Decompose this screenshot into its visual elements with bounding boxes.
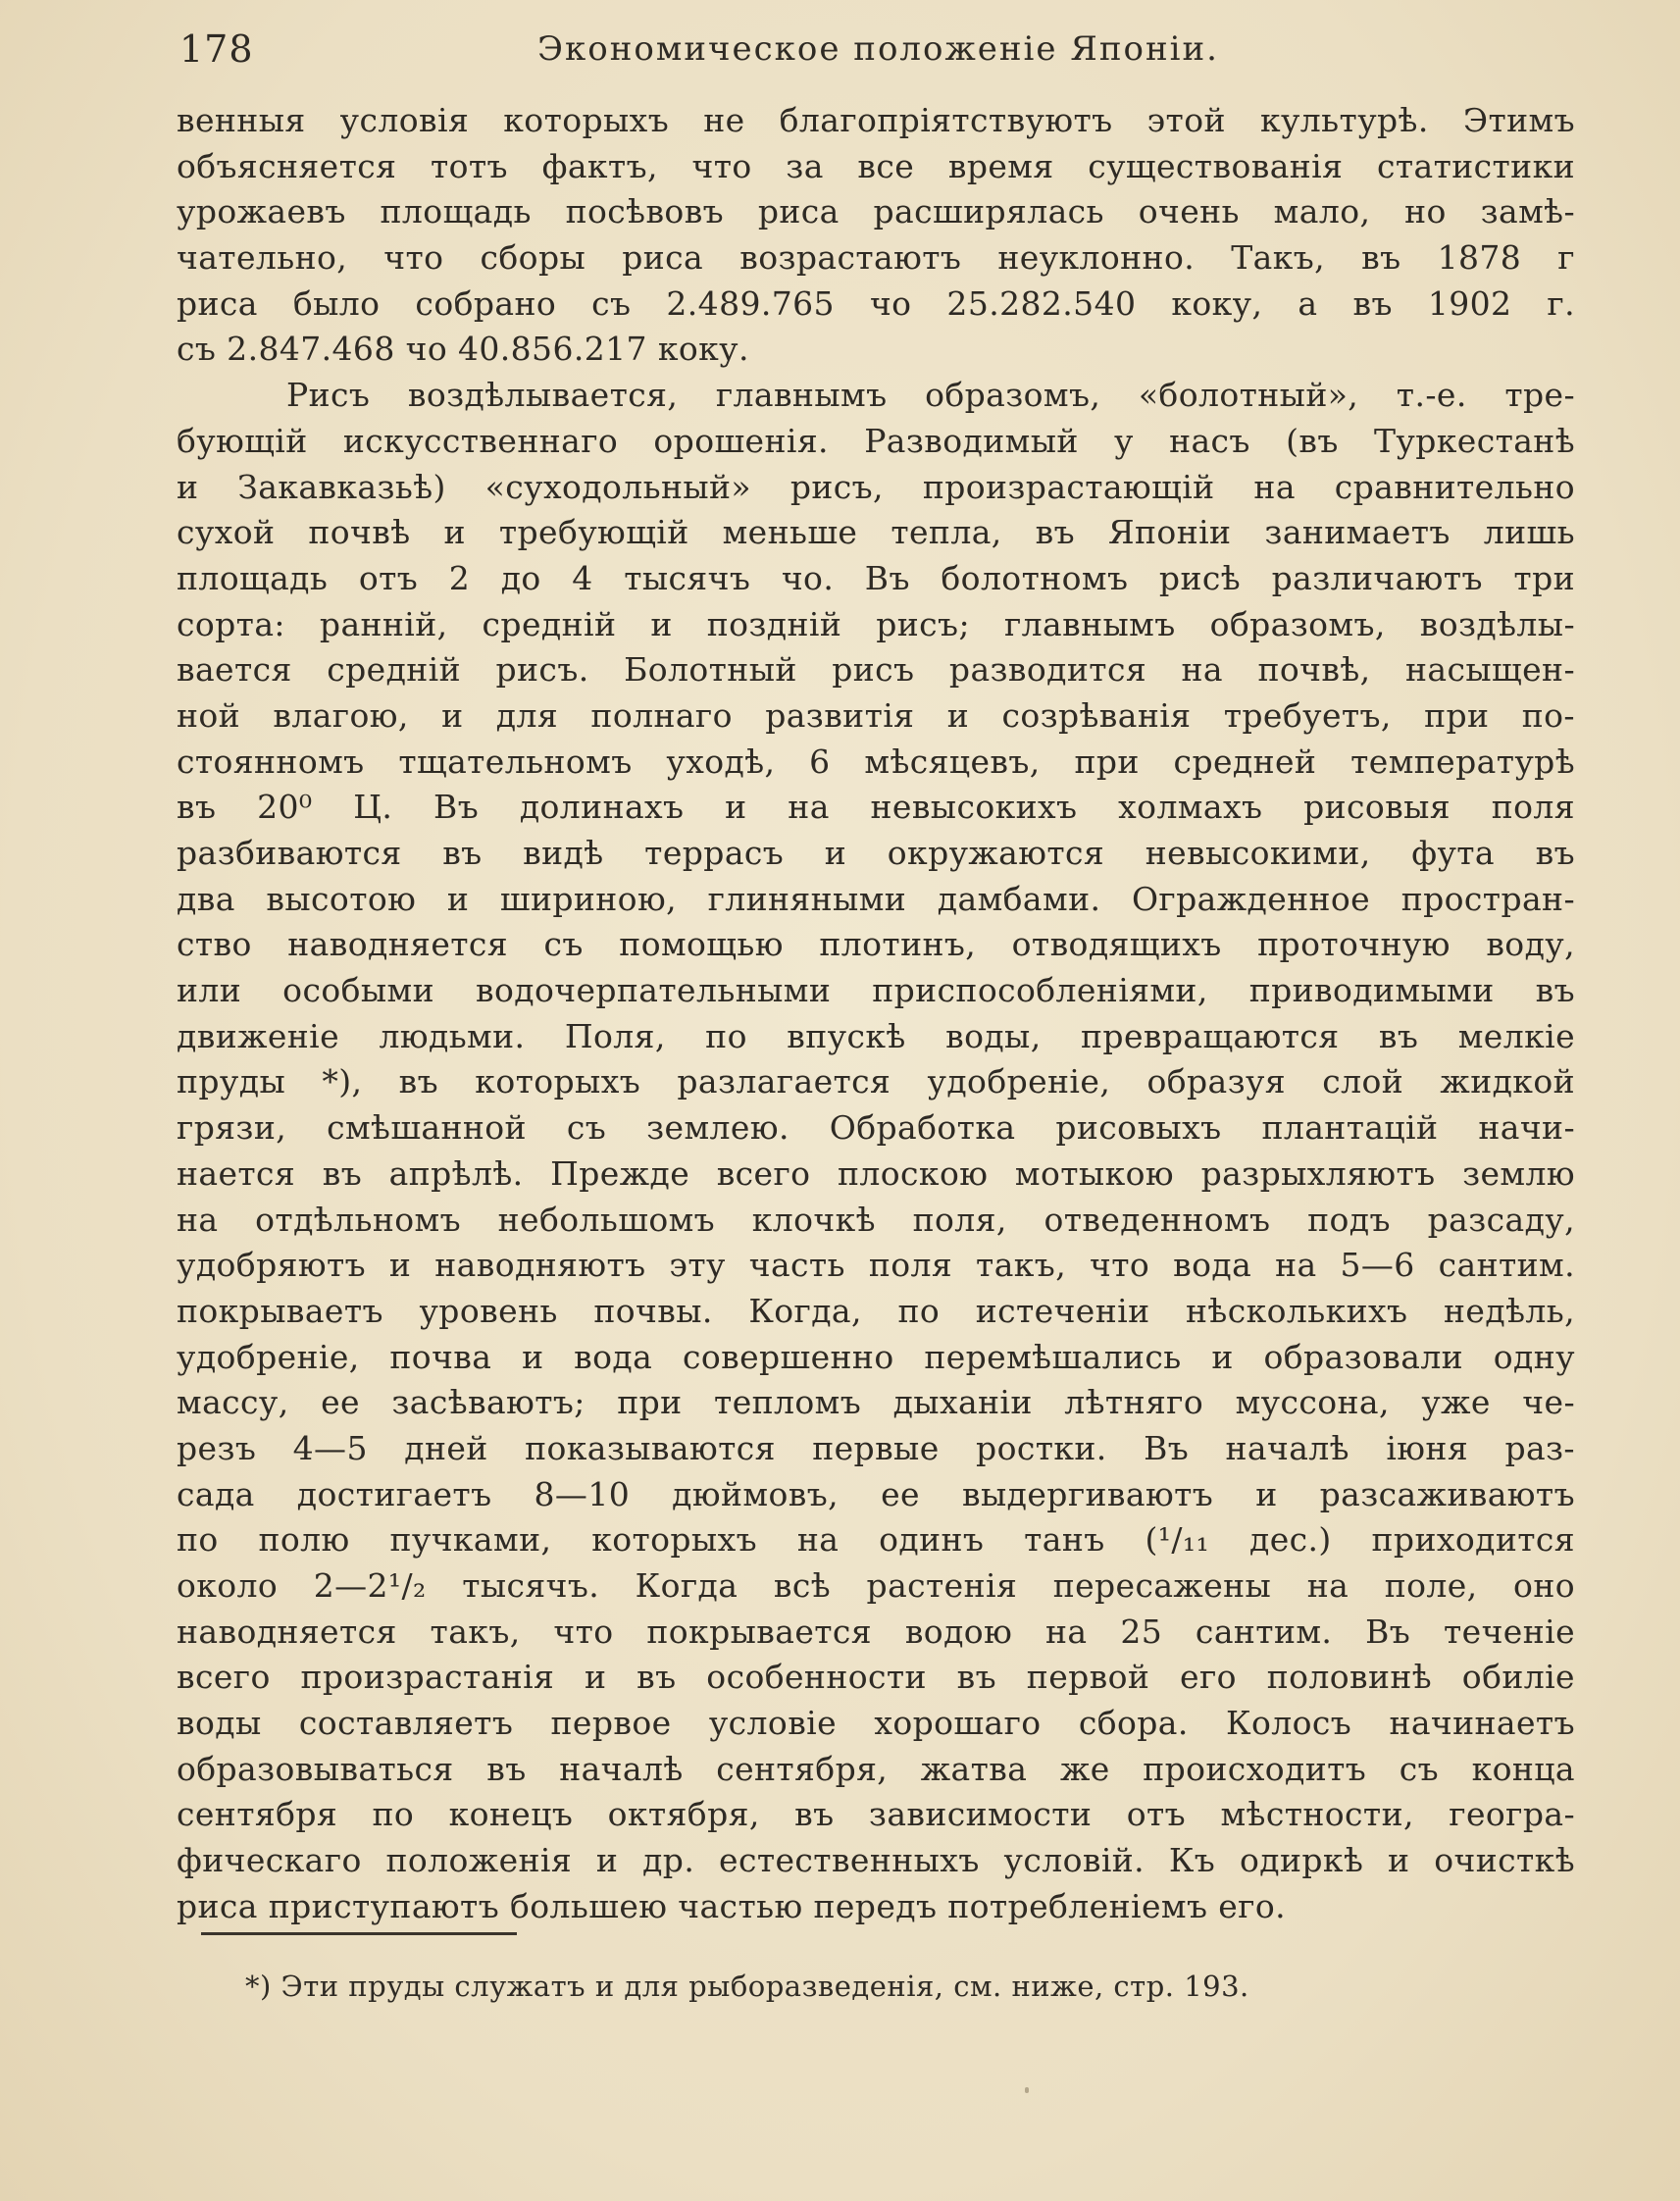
text-line: чательно, что сборы риса возрастаютъ неуклонно. Такъ, въ 1878 г <box>177 238 1575 278</box>
text-line: разбиваются въ видѣ террасъ и окружаются невысокими, фута въ <box>177 834 1575 872</box>
text-line: всего произрастанія и въ особенности въ первой его половинѣ обиліе <box>177 1658 1575 1697</box>
text-line: объясняется тотъ фактъ, что за все время существованія статистики <box>177 146 1575 185</box>
text-line: покрываетъ уровень почвы. Когда, по истеченіи нѣсколькихъ недѣль, <box>177 1291 1575 1330</box>
text-line: резъ 4—5 дней показываются первые ростки. Въ началѣ іюня раз- <box>177 1428 1575 1467</box>
text-line: и Закавказьѣ) «суходольный» рисъ, произрастающій на сравнительно <box>177 467 1575 506</box>
text-line: ной влагою, и для полнаго развитія и созрѣванія требуетъ, при по- <box>177 695 1575 735</box>
body-text <box>177 98 1575 1930</box>
text-line: площадь отъ 2 до 4 тысячъ чо. Въ болотномъ рисѣ различаютъ три <box>177 558 1575 597</box>
text-line: массу, ее засѣваютъ; при тепломъ дыханіи лѣтняго муссона, уже че- <box>177 1383 1575 1422</box>
text-line: стоянномъ тщательномъ уходѣ, 6 мѣсяцевъ, при средней температурѣ <box>177 742 1575 781</box>
text-line: удобряютъ и наводняютъ эту часть поля такъ, что вода на 5—6 сантим. <box>177 1246 1575 1285</box>
text-line: венныя условія которыхъ не благопріятствуютъ этой культурѣ. Этимъ <box>177 101 1575 139</box>
running-title: Экономическое положеніе Японіи. <box>537 29 1219 69</box>
text-line: сухой почвѣ и требующій меньше тепла, въ Японіи занимаетъ лишь <box>177 513 1575 552</box>
text-line: сада достигаетъ 8—10 дюймовъ, ее выдергиваютъ и разсаживаютъ <box>177 1474 1575 1513</box>
text-line: по полю пучками, которыхъ на одинъ танъ (¹/₁₁ дес.) приходится <box>177 1520 1575 1560</box>
text-line: фическаго положенія и др. естественныхъ условій. Къ одиркѣ и очисткѣ <box>177 1841 1575 1880</box>
text-line: наводняется такъ, что покрывается водою на 25 сантим. Въ теченіе <box>177 1612 1575 1651</box>
text-line: около 2—2¹/₂ тысячъ. Когда всѣ растенія пересажены на поле, оно <box>177 1566 1575 1605</box>
text-line: на отдѣльномъ небольшомъ клочкѣ поля, отведенномъ подъ разсаду, <box>177 1200 1575 1239</box>
text-line: удобреніе, почва и вода совершенно перемѣшались и образовали одну <box>177 1337 1575 1376</box>
text-line: съ 2.847.468 чо 40.856.217 коку. <box>177 330 749 369</box>
text-line: нается въ апрѣлѣ. Прежде всего плоскою мотыкою разрыхляютъ землю <box>177 1153 1575 1193</box>
text-line: образовываться въ началѣ сентября, жатва же происходитъ съ конца <box>177 1749 1575 1788</box>
text-line: сорта: ранній, средній и поздній рисъ; главнымъ образомъ, воздѣлы- <box>177 604 1575 643</box>
text-line: воды составляетъ первое условіе хорошаго сбора. Колосъ начинаетъ <box>177 1704 1575 1743</box>
text-line: Рисъ воздѣлывается, главнымъ образомъ, «болотный», т.-е. тре- <box>286 376 1575 415</box>
footnote: *) Эти пруды служатъ и для рыборазведенія, см. ниже, стр. 193. <box>245 1970 1249 2003</box>
text-line: бующій искусственнаго орошенія. Разводимый у насъ (въ Туркестанѣ <box>177 421 1575 460</box>
paper-speck <box>1025 2087 1029 2093</box>
text-line: грязи, смѣшанной съ землею. Обработка рисовыхъ плантацій начи- <box>177 1108 1575 1148</box>
text-line: ство наводняется съ помощью плотинъ, отводящихъ проточную воду, <box>177 925 1575 964</box>
text-line: риса было собрано съ 2.489.765 чо 25.282.540 коку, а въ 1902 г. <box>177 283 1575 323</box>
text-line: въ 20⁰ Ц. Въ долинахъ и на невысокихъ холмахъ рисовыя поля <box>177 788 1575 827</box>
text-line: пруды *), въ которыхъ разлагается удобреніе, образуя слой жидкой <box>177 1062 1575 1101</box>
text-line: или особыми водочерпательными приспособленіями, приводимыми въ <box>177 971 1575 1010</box>
page-number: 178 <box>179 27 254 71</box>
text-line: риса приступаютъ большею частью передъ потребленіемъ его. <box>177 1886 1287 1925</box>
running-header <box>179 22 1577 80</box>
text-line: вается средній рисъ. Болотный рисъ разводится на почвѣ, насыщен- <box>177 650 1575 690</box>
text-line: два высотою и шириною, глиняными дамбами. Огражденное простран- <box>177 879 1575 918</box>
text-line: движеніе людьми. Поля, по впускѣ воды, превращаются въ мелкіе <box>177 1016 1575 1055</box>
footnote-rule <box>201 1932 517 1935</box>
text-line: урожаевъ площадь посѣвовъ риса расширялась очень мало, но замѣ- <box>177 192 1575 231</box>
text-line: сентября по конецъ октября, въ зависимости отъ мѣстности, геогра- <box>177 1795 1575 1834</box>
